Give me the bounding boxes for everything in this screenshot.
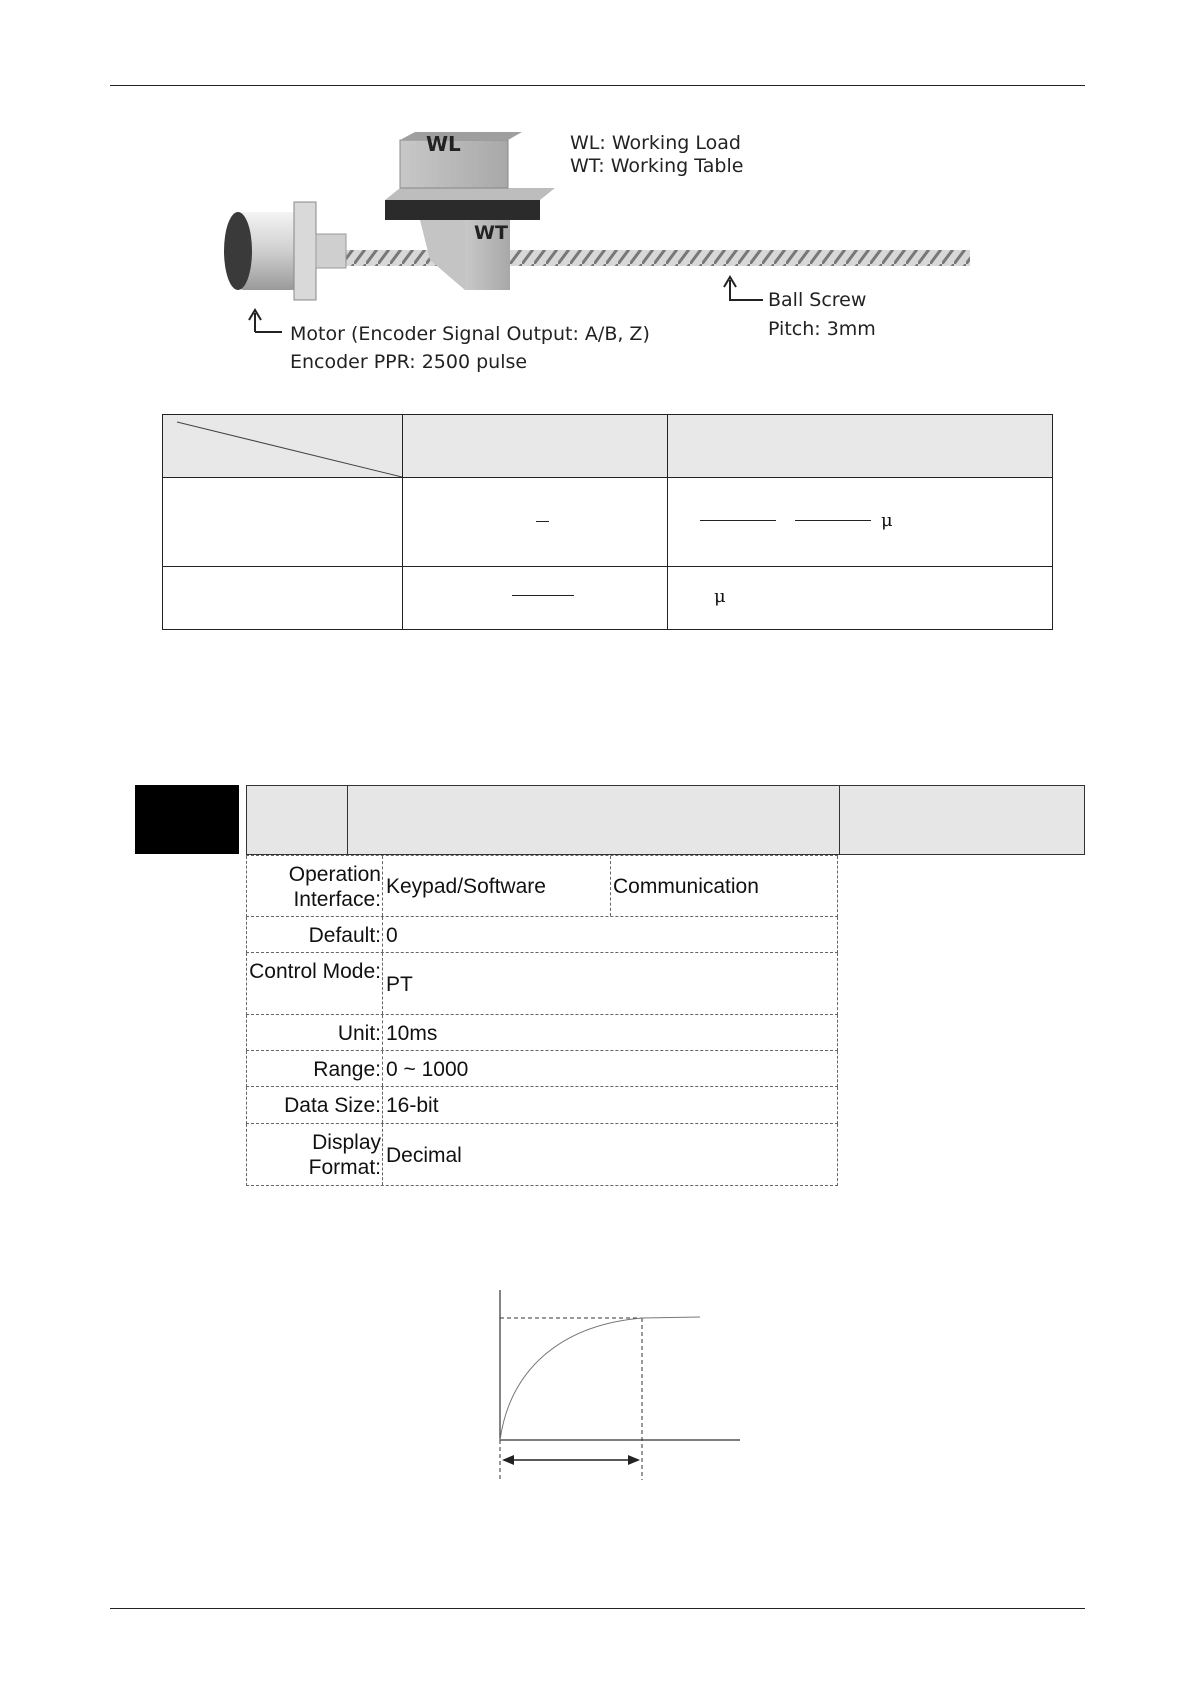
- time-constant-graph: [470, 1290, 750, 1490]
- motor-arrow: [249, 310, 261, 332]
- motor-end-cap: [224, 212, 252, 290]
- operation-interface-value-2: Communication: [613, 875, 759, 898]
- ball-screw-label: Ball Screw: [768, 289, 867, 311]
- parameter-header: [246, 785, 1085, 855]
- response-curve-diagram: [470, 1290, 750, 1490]
- range-label: Range:: [313, 1058, 381, 1081]
- operation-interface-value: Keypad/Software: [386, 875, 546, 898]
- mu-symbol-1: μ: [881, 510, 893, 531]
- range-value: 0 ~ 1000: [386, 1058, 469, 1081]
- parameter-code-tab: [135, 785, 239, 854]
- bottom-rule: [110, 1608, 1085, 1609]
- mu-symbol-2: μ: [714, 586, 726, 607]
- legend-working-load: WL: Working Load: [570, 132, 741, 154]
- control-mode-value: PT: [386, 973, 413, 996]
- fraction-bar-3: [795, 520, 871, 521]
- coupling: [316, 234, 346, 268]
- table-dark-edge: [385, 200, 540, 220]
- comparison-table: [162, 414, 1053, 630]
- top-rule: [110, 85, 1085, 86]
- motor-label: Motor (Encoder Signal Output: A/B, Z): [290, 323, 650, 345]
- row-default: [246, 917, 838, 953]
- row-control-mode: [246, 953, 838, 1015]
- row-unit: [246, 1015, 838, 1051]
- pitch-label: Pitch: 3mm: [768, 318, 876, 340]
- row-range: [246, 1051, 838, 1087]
- wl-label: WL: [426, 132, 461, 156]
- data-size-label: Data Size:: [284, 1094, 381, 1117]
- ball-screw-illustration: [210, 120, 980, 390]
- wt-label: WT: [474, 222, 508, 244]
- header-diagonal: [162, 414, 402, 477]
- encoder-ppr-label: Encoder PPR: 2500 pulse: [290, 351, 528, 373]
- legend-working-table: WT: Working Table: [570, 155, 744, 177]
- fraction-bar-1: [536, 521, 549, 522]
- screw-arrow: [724, 277, 763, 300]
- motor-flange: [294, 202, 316, 300]
- row-display-format: [246, 1124, 838, 1186]
- data-size-value: 16-bit: [386, 1094, 439, 1117]
- unit-label: Unit:: [337, 1022, 381, 1045]
- fraction-bar-4: [512, 595, 574, 596]
- control-mode-label: Control Mode:: [249, 960, 381, 983]
- operation-interface-label: Operation Interface:: [288, 863, 381, 911]
- unit-value: 10ms: [386, 1022, 438, 1045]
- default-label: Default:: [308, 924, 381, 947]
- display-format-label: Display Format:: [308, 1131, 381, 1179]
- response-curve: [500, 1317, 700, 1440]
- display-format-value: Decimal: [386, 1144, 462, 1167]
- row-operation-interface: [246, 856, 838, 917]
- row-data-size: [246, 1087, 838, 1124]
- fraction-bar-2: [700, 520, 776, 521]
- default-value: 0: [386, 924, 398, 947]
